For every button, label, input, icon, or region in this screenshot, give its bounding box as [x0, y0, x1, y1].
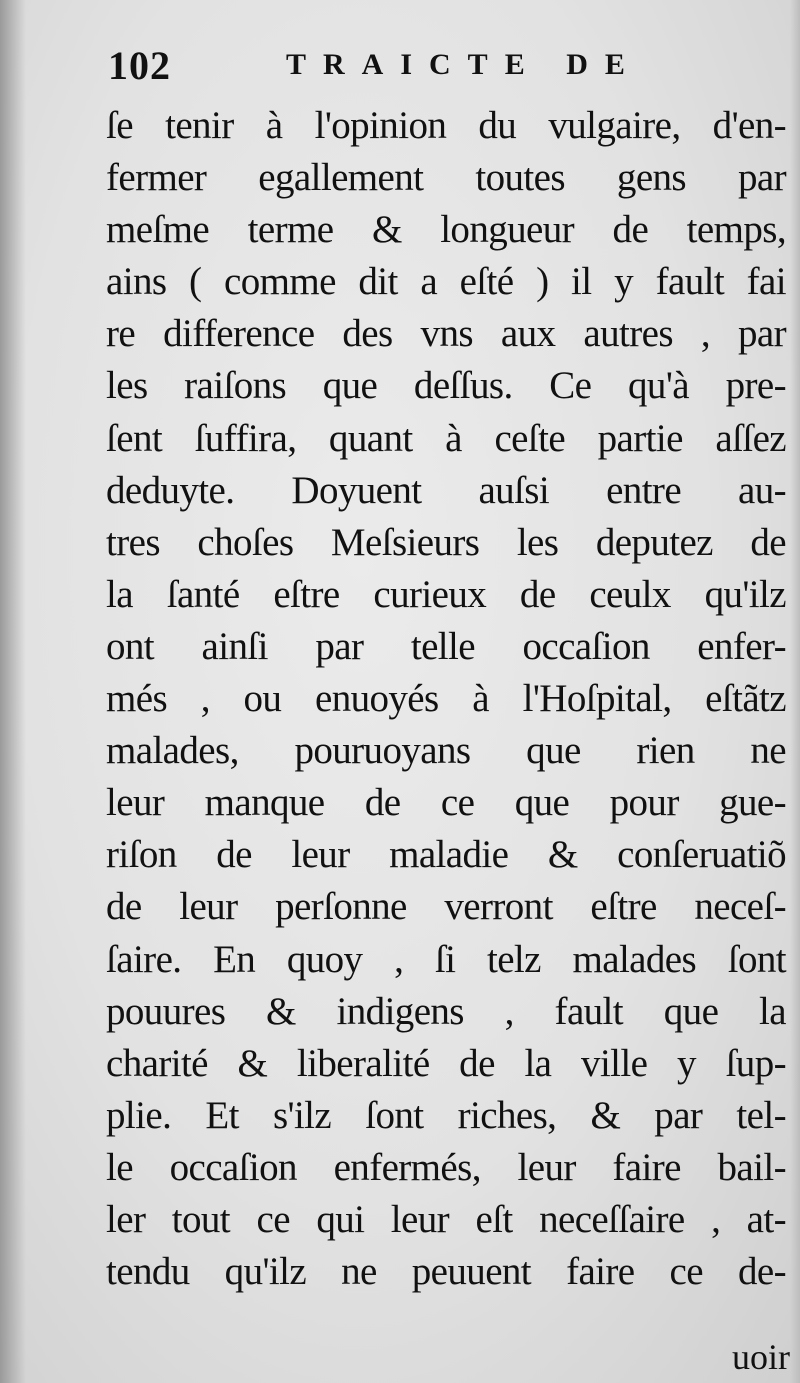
text-line: pouures & indigens , fault que la — [106, 989, 786, 1033]
text-line: malades, pouruoyans que rien ne — [106, 729, 786, 773]
text-line: re difference des vns aux autres , par — [106, 312, 786, 356]
running-head: TRAICTE DE — [286, 48, 642, 81]
gutter-shadow — [0, 0, 26, 1383]
text-line: ſaire. En quoy , ſi telz malades ſont — [106, 937, 786, 981]
text-line: les raiſons que deſſus. Ce qu'à pre- — [106, 364, 786, 408]
page-header — [108, 42, 698, 92]
text-line: riſon de leur maladie & conſeruatiõ — [106, 833, 786, 877]
text-line: tendu qu'ilz ne peuuent faire ce de- — [106, 1250, 786, 1294]
text-line: ont ainſi par telle occaſion enfer- — [106, 624, 786, 668]
text-line: ains ( comme dit a eſté ) il y fault fai — [106, 260, 786, 304]
text-line: ler tout ce qui leur eſt neceſſaire , at- — [106, 1197, 786, 1241]
text-line: plie. Et s'ilz ſont riches, & par tel- — [106, 1093, 786, 1137]
text-line: tres choſes Meſsieurs les deputez de — [106, 520, 786, 564]
catchword: uoir — [732, 1337, 790, 1377]
text-line: charité & liberalité de la ville y ſup- — [106, 1041, 786, 1085]
text-line: de leur perſonne verront eſtre neceſ- — [106, 885, 786, 929]
page-number: 102 — [108, 43, 171, 88]
text-line: ſe tenir à l'opinion du vulgaire, d'en- — [106, 104, 786, 147]
text-line: més , ou enuoyés à l'Hoſpital, eſtãtz — [106, 677, 786, 721]
body-text — [106, 100, 796, 1298]
text-line: leur manque de ce que pour gue- — [106, 781, 786, 825]
text-line: la ſanté eſtre curieux de ceulx qu'ilz — [106, 572, 786, 616]
text-line: fermer egallement toutes gens par — [106, 156, 786, 200]
text-line: meſme terme & longueur de temps, — [106, 208, 786, 252]
text-line: ſent ſuffira, quant à ceſte partie aſſez — [106, 416, 786, 460]
text-line: le occaſion enfermés, leur faire bail- — [106, 1145, 786, 1189]
text-line: deduyte. Doyuent auſsi entre au- — [106, 468, 786, 512]
